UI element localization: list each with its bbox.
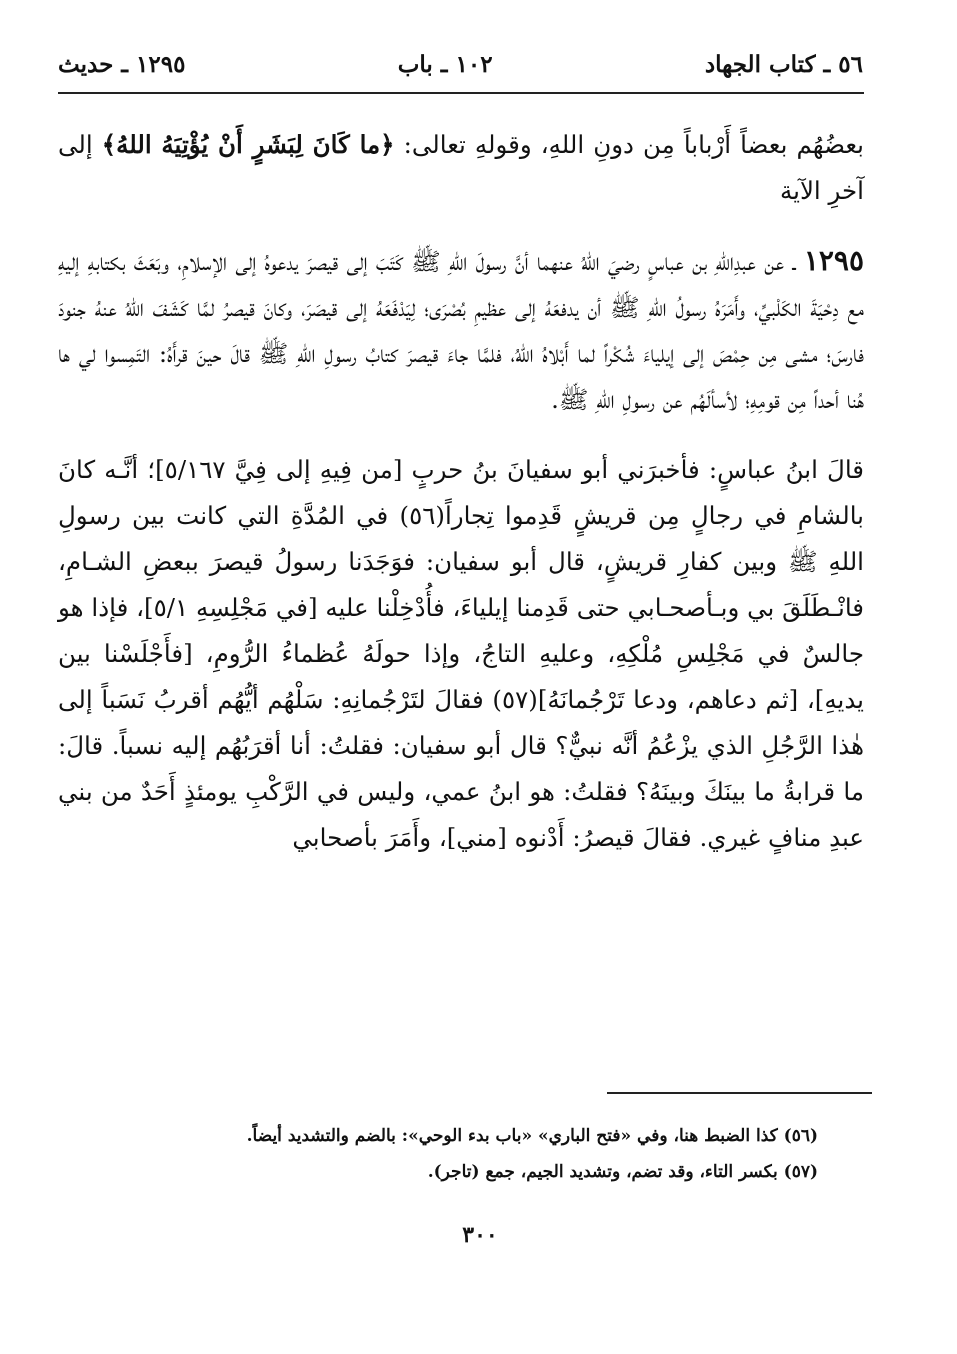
header-chapter: ٥٦ ـ كتاب الجهاد	[704, 50, 863, 78]
hadith-number: ١٢٩٥	[803, 244, 864, 277]
quran-quote: ﴿ما كَانَ لِبَشَرٍ أَنْ يُؤْتِيَهُ اللهُ﴾	[101, 130, 395, 159]
running-header	[58, 44, 863, 84]
narration-paragraph: قالَ ابنُ عباسٍ: فأخبرَني أبو سفيانَ بنُ حربٍ [من فِيهِ إلى فِيَّ ٥/١٦٧]؛ أنَّـه كانَ بالشامِ في رجالٍ مِن قريشٍ قَدِموا تِجاراً(٥٦) في المُدَّةِ التي كانت بين رسولِ اللهِ ﷺ وبين كفارِ قريشٍ، قال أبو سفيان: فوَجَدَنا رسولُ قيصرَ ببعضِ الشـامِ، فانْـطَلَقَ بي وبـأصحـابي حتى قَدِمنا إيلياءَ، فأُدْخِلْنا عليه [في مَجْلِسِهِ ٥/١]، فإذا هو جالسٌ في مَجْلِسِ مُلْكِهِ، وعليهِ التاجُ، وإذا حولَهُ عُظماءُ الرُّومِ، [فأَجْلَسْنا بين يديهِ]، [ثم دعاهم، ودعا تَرْجُمانَهُ](٥٧) فقالَ لتَرْجُمانِهِ: سَلْهُم أيُّهُم أقربُ نَسَباً إلى هٰذا الرَّجُلِ الذي يزْعُمُ أنَّه نبيٌّ؟ قال أبو سفيان: فقلتُ: أنا أقرَبُهُم إليه نسباً. قالَ: ما قرابةُ ما بينَكَ وبينَهُ؟ فقلتُ: هو ابنُ عمي، وليس في الرَّكْبِ يومئذٍ أَحَدٌ من بني عبدِ منافٍ غيري. فقالَ قيصرُ: أَدْنوه [مني]، وأَمَرَ بأصحابي	[58, 455, 865, 852]
page-number: ٣٠٠	[462, 1222, 498, 1248]
hadith-paragraph	[58, 238, 864, 423]
header-section: ١٠٢ ـ باب	[397, 50, 493, 78]
main-text	[58, 122, 864, 861]
header-divider	[58, 92, 864, 94]
hadith-text: ـ عن عبدِاللهِ بن عباسٍ رضيَ اللهُ عنهما أنَّ رسولَ اللهِ ﷺ كَتَبَ إلى قيصرَ يدعوهُ إلى الإسلامِ، وبَعَثَ بكتابهِ إليهِ مع دِحْيَةَ الكَلْبيِّ، وأَمَرَهُ رسولُ اللهِ ﷺ أن يدفعَهُ إلى عظيمِ بُصْرَى؛ لِيَدْفَعَهُ إلى قيصَرَ، وكانَ قيصرُ لمَّا كَشَفَ اللهُ عنهُ جنودَ فارسَ؛ مشى مِن حِمْصَ إلى إيلياءَ شُكْراً لما أَبْلاهُ اللهُ، فلمَّا جاءَ قيصرَ كتابُ رسولِ اللهِ ﷺ قالَ حينَ قرأَهُ: التَمِسوا لي ها هُنا أحداً مِن قومِهِ؛ لأسألَهُم عن رسولِ اللهِ ﷺ.	[58, 247, 864, 414]
footnote-57: (٥٧) بكسر التاء، وقد تضم، وتشديد الجيم، جمع (تاجر).	[427, 1162, 818, 1182]
footnote-divider	[607, 1092, 872, 1094]
footnote-56: (٥٦) كذا الضبط هنا، وفي «فتح الباري» «باب بدء الوحي»: بالضم والتشديد أيضاً.	[246, 1126, 818, 1146]
intro-paragraph	[58, 122, 864, 214]
intro-ending: إلى آخرِ الآية	[58, 130, 864, 205]
header-hadith: ١٢٩٥ ـ حديث	[58, 50, 186, 78]
intro-text: بعضُهُم بعضاً أَرْباباً مِن دونِ اللهِ، وقولهِ تعالى:	[394, 130, 864, 159]
footnotes	[140, 1118, 818, 1190]
